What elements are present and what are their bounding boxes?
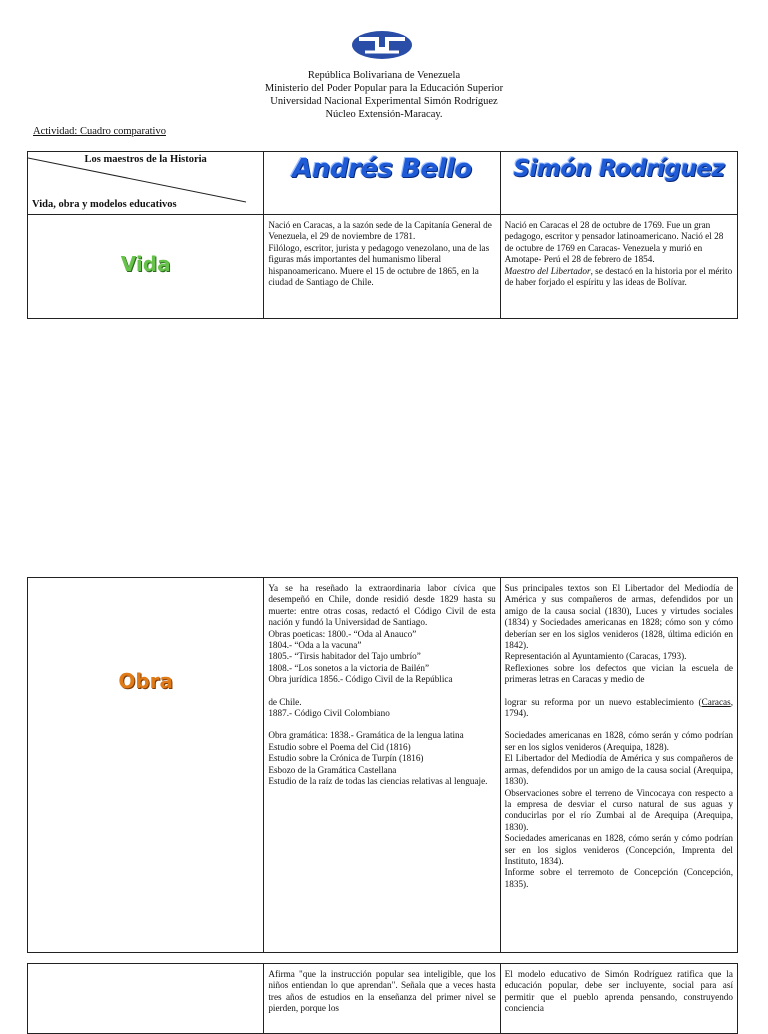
modelo-bello-cell <box>264 964 500 1034</box>
obra-rodriguez-p5: Sociedades americanas en 1828, cómo serán y cómo podrían ser en los siglos venideros (Arequipa, 1828). <box>504 730 733 752</box>
simon-rodriguez-title: Simón Rodríguez <box>513 156 725 182</box>
obra-bello-p6: Obra jurídica 1856.- Código Civil de la República <box>268 674 453 685</box>
obra-rodriguez-p1: Sus principales textos son El Libertador del Mediodía de América y sus compañeros de armas, defendidos por un amigo de la causa social (1830), Luces y virtudes sociales (1834) y Sociedades americanas en 1828; cómo son y cómo deberían ser en los siglos venideros (1828, última edición en 1842). <box>504 583 733 651</box>
obra-rodriguez-p3: Reflexiones sobre los defectos que vician la escuela de primeras letras en Caracas y medio de <box>504 662 733 685</box>
document-header <box>0 69 768 121</box>
vida-rodriguez-text: Nació en Caracas el 28 de octubre de 1769. Fue un gran pedagogo, escritor y pensador latinoamericano. Nació el 28 de octubre de 1769 en Caracas- Venezuela y murió en Amotape- Perú el 28 de febrero de 1854. <box>504 220 724 265</box>
obra-bello-p10: Estudio sobre el Poema del Cid (1816) <box>268 741 411 752</box>
modelo-bello-text: Afirma "que la instrucción popular sea inteligible, que los niños entiendan lo que aprendan". Señala que a veces hasta tres años de estudios en la enseñanza del primer nivel se pierden, porque los <box>268 969 496 1014</box>
obra-rodriguez-p4 <box>505 697 733 720</box>
obra-rodriguez-p7: Observaciones sobre el terreno de Vincocaya con respecto a la empresa de desviar el curso natural de sus aguas y conducirlas por el río Zumbai al de Arequipa (Arequipa, 1830). <box>504 787 733 832</box>
obra-bello-p7: de Chile. <box>268 696 302 707</box>
header-line-2: Ministerio del Poder Popular para la Educación Superior <box>264 83 504 94</box>
obra-rodriguez-p4b: , 1794). <box>504 696 733 719</box>
caracas-link-text: Caracas <box>701 696 731 707</box>
col-header-bello <box>264 152 500 215</box>
obra-rodriguez-p2: Representación al Ayuntamiento (Caracas, 1793). <box>504 651 687 662</box>
obra-bello-p5: 1808.- “Los sonetos a la victoria de Bailén” <box>268 662 430 673</box>
university-logo <box>351 30 413 60</box>
obra-rodriguez-p6: El Libertador del Mediodía de América y sus compañeros de armas, defendidos por un amigo de la causa social (Arequipa, 1830). <box>504 753 733 787</box>
modelo-rodriguez-text: El modelo educativo de Simón Rodríguez ratifica que la educación popular, debe ser incluyente, social para así permitir que el pueblo aprenda pensando, construyendo conciencia <box>504 969 733 1014</box>
obra-bello-p11: Estudio sobre la Crónica de Turpín (1816) <box>268 753 424 764</box>
obra-bello-p9: Obra gramática: 1838.- Gramática de la lengua latina <box>268 730 464 741</box>
activity-title: Actividad: Cuadro comparativo <box>33 126 166 137</box>
andres-bello-title: Andrés Bello <box>292 154 472 184</box>
corner-bottom-label: Vida, obra y modelos educativos <box>32 198 177 210</box>
header-line-1: República Bolivariana de Venezuela <box>307 70 461 81</box>
obra-bello-p8: 1887.- Código Civil Colombiano <box>268 708 390 719</box>
obra-bello-p12: Esbozo de la Gramática Castellana <box>268 764 397 775</box>
vida-bello-text-2: Filólogo, escritor, jurista y pedagogo venezolano, una de las figuras más importantes del humanismo liberal hispanoamericano. Muere el 15 de octubre de 1865, en la ciudad de Santiago de Chile. <box>268 242 490 288</box>
vida-rodriguez-text-2 <box>505 266 733 289</box>
obra-bello-p3: 1804.- “Oda a la vacuna” <box>268 640 362 651</box>
row-label-obra <box>28 578 264 953</box>
obra-bello-p13: Estudio de la raíz de todas las ciencias relativas al lenguaje. <box>268 776 488 787</box>
comparison-table-vida <box>27 151 738 319</box>
obra-rodriguez-p9: Informe sobre el terremoto de Concepción (Concepción, 1835). <box>504 867 733 889</box>
vida-rodriguez-cell <box>500 215 737 319</box>
obra-rodriguez-p8: Sociedades americanas en 1828, cómo serán y cómo podrían ser en los siglos venideros (Concepción, Imprenta del Instituto, 1834). <box>504 833 733 866</box>
vida-label: Vida <box>120 252 171 276</box>
obra-bello-p2: Obras poeticas: 1800.- “Oda al Anauco” <box>268 628 417 639</box>
modelo-rodriguez-cell <box>500 964 737 1034</box>
corner-cell <box>28 152 264 215</box>
header-line-4: Núcleo Extensión-Maracay. <box>325 109 443 120</box>
vida-rodriguez-text-3: , se destacó en la historia por el mérito de haber forjado el espíritu y las ideas de Bolívar. <box>504 265 733 288</box>
comparison-table-obra <box>27 577 738 953</box>
obra-rodriguez-cell <box>500 578 737 953</box>
obra-label: Obra <box>118 669 173 693</box>
row-label-vida <box>28 215 264 319</box>
comparison-table-modelo <box>27 963 738 1034</box>
col-header-rodriguez <box>500 152 737 215</box>
obra-bello-cell <box>264 578 500 953</box>
maestro-libertador-text: Maestro del Libertador <box>504 265 591 276</box>
vida-bello-text: Nació en Caracas, a la sazón sede de la Capitanía General de Venezuela, el 29 de noviembre de 1781. <box>268 220 492 242</box>
obra-rodriguez-p4a: lograr su reforma por un nuevo establecimiento ( <box>504 696 702 707</box>
vida-bello-cell <box>264 215 500 319</box>
corner-top-label: Los maestros de la Historia <box>84 154 207 165</box>
obra-bello-p1: Ya se ha reseñado la extraordinaria labor cívica que desempeñó en Chile, donde residió desde 1829 hasta su muerte: entre otras cosas, redactó el Código Civil de esta nación y fundó la Universidad de Santiago. <box>268 583 496 628</box>
row-label-modelo <box>28 964 264 1034</box>
obra-bello-p4: 1805.- “Tirsis habitador del Tajo umbrío” <box>268 651 421 662</box>
header-line-3: Universidad Nacional Experimental Simón Rodríguez <box>270 96 498 107</box>
